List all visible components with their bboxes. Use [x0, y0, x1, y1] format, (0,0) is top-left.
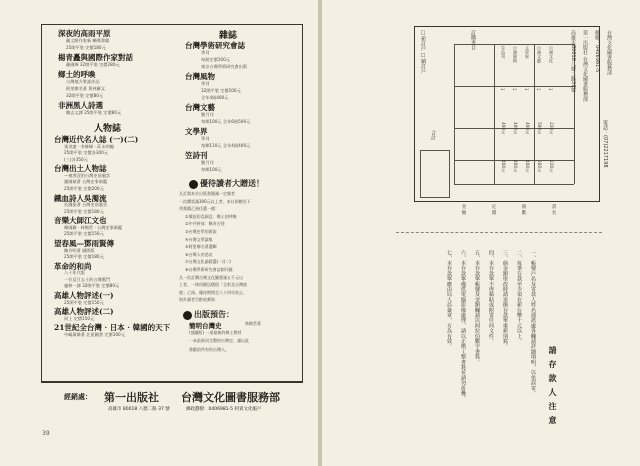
magazine-detail: 雙月刊 [201, 160, 214, 165]
distributor-name: 台灣文化圖書服務部 [181, 391, 280, 404]
form-cell: 400元 [513, 122, 518, 135]
promo-heading-text: 優待讀者大贈送！ [200, 178, 264, 188]
book-title: 望春風—鄧雨賢傳 [54, 239, 114, 248]
magazine-detail: 每期100元 全年6冊500元 [201, 119, 251, 124]
fold-line [396, 232, 602, 233]
promo-heading [189, 178, 264, 189]
promo-line: 上者，一律再贈送價值「全彩北台灣旅 [179, 282, 247, 288]
book-detail: 25開平裝 定價150元 [64, 299, 104, 305]
form-label: 電話：(07)2217198 [602, 120, 608, 168]
form-label: 台灣文化圖書服務部 [606, 30, 612, 75]
amount-box [420, 150, 450, 198]
book-detail: 25開平裝 定價180元 [66, 45, 106, 50]
magazine-title: 文學界 [185, 127, 208, 136]
book-detail: 戴文勝作家新 輔導書籍 [66, 38, 110, 43]
magazine-detail: 每期110元 全年4冊400元 [201, 143, 251, 148]
section-heading-people: 人物誌 [94, 124, 122, 134]
book-detail: (三)各350元 [64, 156, 88, 162]
form-label: 合計 [430, 130, 436, 140]
magazine-title: 台灣文藝 [185, 103, 215, 112]
notice-line: 三、倘金額塗改時請更換存款單重新填寫。 [502, 250, 508, 349]
book-detail: 25開平裝 定價各300元 [64, 150, 108, 156]
book-detail: 25開平裝 定價150元 [64, 231, 104, 237]
promo-line: 凡訂閱本社出版書籍滿一定額者 [179, 191, 235, 196]
magazine-detail: 雙月刊 [201, 112, 214, 117]
section-heading-magazines: 雜誌 [219, 31, 238, 41]
book-detail: 25開平裝 定價180元 [64, 254, 104, 260]
address: 高雄市 80018 八德二路 37 號 [108, 407, 170, 412]
book-title: 台灣近代名人誌 (一)(二) [54, 135, 139, 144]
form-cell: 500元 [537, 122, 542, 135]
promo-line: 海外讀者另酌收郵資 [179, 297, 215, 303]
promo-line: ③台灣史學的源流 [185, 229, 217, 234]
notice-title: 請存款人注意 [548, 346, 558, 430]
magazine-detail: 每期100元 [201, 167, 222, 172]
form-cell: 台灣文化 [549, 46, 554, 63]
page-number: 39 [42, 430, 50, 437]
book-detail: 25開平裝 定價180元 [64, 208, 104, 214]
form-column-header: 定 價 [491, 204, 496, 215]
promo-line: 列書籍乙冊任選一種： [179, 206, 219, 212]
book-detail: 八十年代版 [64, 270, 85, 276]
forecast-line: 林衡哲著 [245, 321, 261, 326]
book-title: 21世紀全台灣 · 日本 · 韓國的天下 [54, 323, 171, 333]
form-cell: 400元 [501, 160, 506, 173]
magazine-detail: 東京台灣學術研究會出版 [201, 64, 248, 69]
book-detail: 32開平裝 定價80元 [66, 93, 104, 98]
notice-line: 六、本存款單備供電腦影像處理，請以正楷工整書寫並請勿折疊。 [460, 250, 466, 401]
book-title: 高雄人物評述(一) [54, 291, 114, 300]
forecast-heading-text: 出版預告： [194, 309, 234, 319]
form-cell: 1 [524, 88, 529, 91]
notice-line: 一、帳號戶名及寄款人姓名通訊處各欄請詳細填明，以免誤寄。 [530, 250, 536, 396]
form-cell: 台灣文藝 [537, 46, 542, 63]
form-rule [494, 44, 495, 184]
book-detail: 25開平裝 定價200元 [64, 186, 104, 191]
promo-line: 一次購買滿300元以上者，本社即贈送下 [179, 198, 251, 204]
form-cell: 400元 [525, 160, 530, 173]
book-detail: 陳志文譯 25開平裝 定價80元 [66, 110, 122, 115]
form-cell: 220元 [549, 122, 554, 135]
distributor-label: 經銷處： [64, 393, 92, 401]
book-detail: 同上 定價150元 [64, 315, 95, 321]
promo-line: 遊」乙冊。優待期間至八十四年底止， [179, 289, 247, 295]
book-title: 深夜的高雨平原 [58, 29, 111, 38]
form-rule [454, 184, 574, 185]
forecast-line: 書獻給所有的台灣人。 [189, 346, 229, 352]
form-cell: 500元 [537, 160, 542, 173]
forecast-badge-icon [183, 311, 192, 320]
book-title: 楊青矗與國際作家對話 [58, 53, 133, 62]
book-title: 革命的和尚 [54, 261, 92, 271]
promo-line: ①憤怒的亞細亞：鄉土的呼喚 [185, 213, 237, 219]
book-title: 台灣出土人物誌 [54, 164, 107, 174]
promo-line: 凡一次訂購台灣文化圖書滿五千元以 [179, 274, 243, 280]
notice-line: 七、本存款單應由局人員簽章，方為有效。 [446, 250, 452, 349]
magazine-title: 台灣學術研究會誌 [185, 41, 245, 50]
form-cell: 220元 [549, 160, 554, 173]
book-title: 鄉土的呼喚 [58, 70, 96, 79]
form-cell: 400元 [513, 160, 518, 173]
book-detail: 台灣地方歌謠作品 [66, 79, 100, 84]
promo-line: ⑥台灣人的悲哀 [185, 251, 213, 257]
form-cell: 文學界 [525, 46, 530, 59]
postal-account: 郵政劃撥：0406981-5 阿貴文化帳戶 [186, 407, 262, 412]
magazine-detail: 季刊 [201, 136, 210, 141]
book-detail: 張炎憲 · 李筱峰 · 莊永明編 [64, 143, 114, 149]
book-detail: 一位反日志士的台灣奮鬥 [64, 276, 111, 282]
book-detail: 阿里鄉名著 黃林羅文 [66, 86, 106, 91]
form-column-header: 書 名 [551, 204, 556, 215]
promo-line: ⑧台灣學術研究會誌創刊號 [185, 267, 233, 272]
form-rule [534, 44, 535, 184]
form-cell: 400元 [525, 122, 530, 135]
magazine-title: 台灣風物 [185, 72, 215, 81]
book-title: 高雄人物評述(二) [54, 307, 114, 317]
forecast-line: 簡明台灣史 [189, 322, 222, 330]
form-cell: 笠詩刊 [501, 46, 506, 59]
promo-line: ②中共幹部：稀奇古怪 [185, 221, 225, 227]
magazine-detail: 全年4冊400元 [201, 95, 229, 100]
promo-line: ④台灣文學論集 [185, 236, 213, 242]
notice-line: 四、本存款單不得黏貼或附寄任何文件。 [488, 250, 494, 344]
magazine-title: 笠詩刊 [185, 151, 208, 160]
form-cell: 台灣風物 [513, 46, 518, 63]
form-cell: 1 [512, 88, 517, 91]
form-cell: 1 [536, 88, 541, 91]
form-cell: 1 [500, 88, 505, 91]
promo-line: ⑤阿里鄉名著選輯 [185, 244, 217, 250]
magazine-detail: 季刊 [201, 81, 210, 86]
book-detail: 陳芳明著 國際版 [64, 247, 95, 253]
form-cell: 400元 [501, 122, 506, 135]
notice-line: 五、本存款單帳號及金額欄請以阿拉伯數字書寫。 [474, 250, 480, 365]
book-title: 非洲黑人詩選 [58, 101, 103, 110]
form-cell: 1 [548, 88, 553, 91]
magazine-detail: 季刊 [201, 50, 210, 55]
form-label: □新訂戶 □續訂戶 [420, 30, 426, 74]
form-rule [454, 44, 455, 184]
book-detail: 吳濁流著 台灣史前風雲 [64, 202, 108, 208]
book-detail: —被埋沒的台灣史前風雲 [64, 172, 111, 178]
form-label: 高雄市80018八德二路37號 [570, 30, 576, 93]
book-title: 鐵血詩人吳濁流 [54, 193, 107, 203]
forecast-heading [183, 309, 234, 320]
book-detail: 戴國煇 32開平裝 定價280元 [66, 62, 120, 67]
form-label: 第一出版社 台灣文化圖書服務部 [582, 30, 588, 102]
magazine-detail: 32開平裝 定價100元 [201, 88, 241, 93]
book-detail: 中嶋嶺雄著 北星圖書 定價100元 [64, 331, 125, 337]
form-label: 郵撥：0406981-5 [594, 30, 600, 73]
book-detail: 盧修一譯 32開平裝 定價80元 [64, 283, 120, 289]
publisher-name: 第一出版社 [104, 391, 159, 404]
form-column-header: 金 額 [461, 204, 466, 215]
form-rule [454, 86, 574, 87]
book-detail: 韓國鐄 · 林衡哲 · 台灣史事新鑑 [64, 224, 123, 230]
book-title: 音樂大師江文也 [54, 216, 107, 226]
forecast-line: (插圖版) 一部最新的鄉土教材 [189, 329, 242, 335]
form-column-header: 冊 數 [521, 204, 526, 215]
notice-line: 二、每筆存款至少須在新台幣十元以上。 [516, 250, 522, 344]
promo-badge-icon [189, 180, 198, 189]
book-detail: 謝國斌著 台灣史事新鑑 [64, 179, 108, 185]
magazine-detail: 每冊定價100元 [201, 57, 230, 62]
promo-line: ⑦台灣文化論精選(一)(二) [185, 259, 231, 265]
form-label: 訂購書目 [470, 30, 476, 50]
forecast-line: 一本最新而完整的台灣史，謹以此 [189, 338, 249, 343]
